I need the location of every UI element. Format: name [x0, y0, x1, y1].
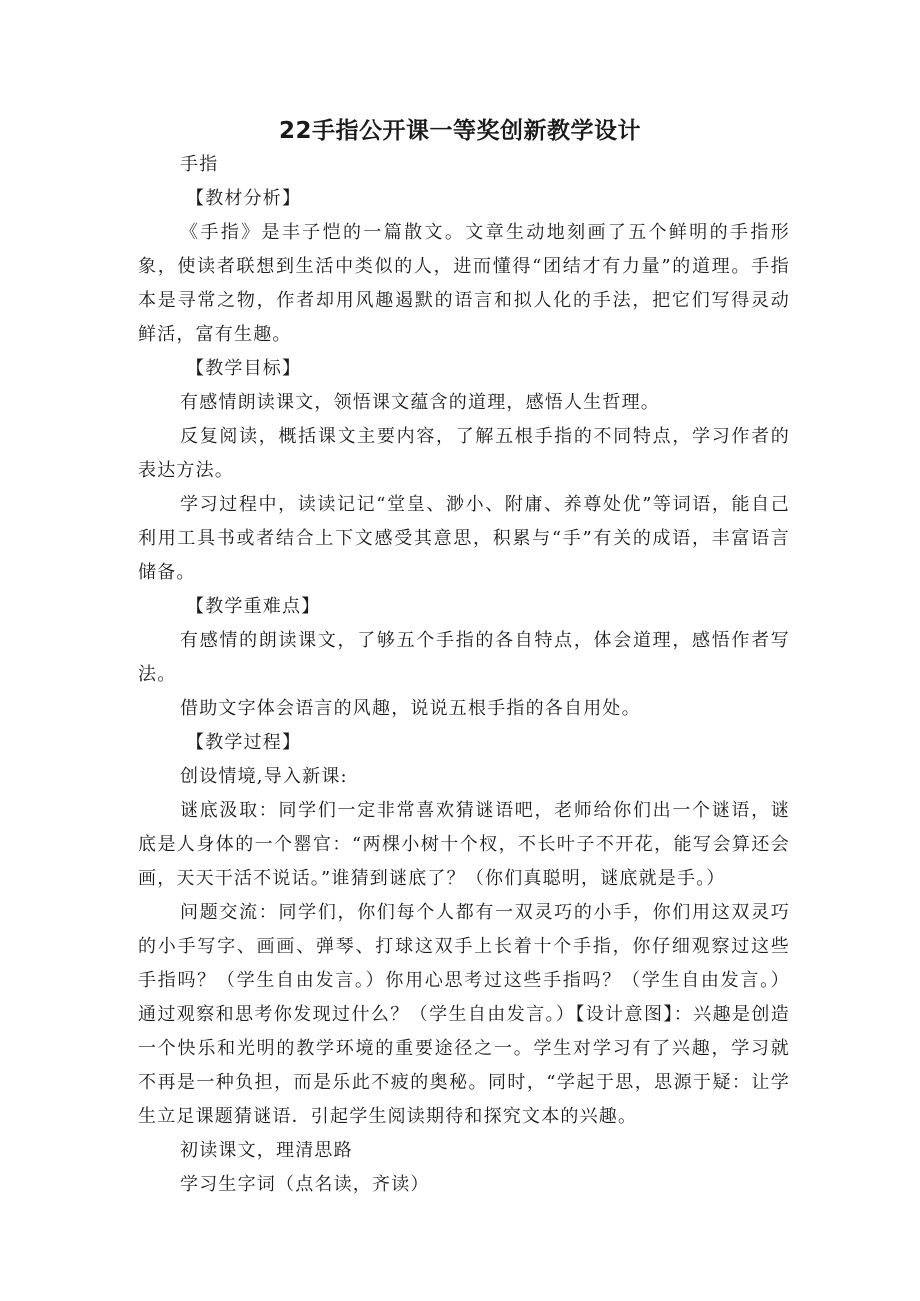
discussion-paragraph: 问题交流：同学们，你们每个人都有一双灵巧的小手，你们用这双灵巧的小手写字、画画、弹琴、打球这双手上长着十个手指，你仔细观察过这些手指吗？（学生自由发言。）你用心思考过这些手指吗？（学生自由发言。）通过观察和思考你发现过什么？（学生自由发言。）【设计意图】：兴趣是创造一个快乐和光明的教学环境的重要途径之一。学生对学习有了兴趣，学习就不再是一种负担，而是乐此不疲的奥秘。同时，“学起于思，思源于疑：让学生立足课题猜谜语．引起学生阅读期待和探究文本的兴趣。: [138, 902, 790, 1127]
section-heading-process: 【教学过程】: [186, 732, 302, 753]
material-analysis-paragraph: 《手指》是丰子恺的一篇散文。文章生动地刻画了五个鲜明的手指形象，使读者联想到生活中类似的人，进而懂得“团结才有力量”的道理。手指本是寻常之物，作者却用风趣遏默的语言和拟人化的手法，把它们写得灵动鲜活，富有生趣。: [138, 222, 790, 345]
section-heading-goals: 【教学目标】: [186, 358, 302, 379]
process-step: 初读课文，理清思路: [180, 1140, 353, 1161]
process-step: 学习生字词（点名读，齐读）: [180, 1174, 430, 1195]
goal-item: 学习过程中，读读记记“堂皇、渺小、附庸、养尊处优”等词语，能自己利用工具书或者结合上下文感受其意思，积累与“手”有关的成语，丰富语言储备。: [138, 494, 790, 583]
lesson-name: 手指: [180, 154, 219, 175]
process-step: 创设情境,导入新课:: [180, 766, 348, 787]
riddle-paragraph: 谜底汲取：同学们一定非常喜欢猜谜语吧，老师给你们出一个谜语，谜底是人身体的一个罂官：“两棵小树十个杈，不长叶子不开花，能写会算还会画，天天干活不说话。”谁猜到谜底了？（你们真聪明，谜底就是手。）: [138, 800, 790, 889]
section-heading-material: 【教材分析】: [186, 188, 302, 209]
document-title: 22手指公开课一等奖创新教学设计: [278, 118, 641, 144]
document-body: [138, 148, 790, 1202]
key-point-item: 有感情的朗读课文，了够五个手指的各自特点，体会道理，感悟作者写法。: [138, 630, 790, 685]
goal-item: 有感情朗读课文，领悟课文蕴含的道理，感悟人生哲理。: [180, 392, 660, 413]
key-point-item: 借助文字体会语言的风趣，说说五根手指的各自用处。: [180, 698, 641, 719]
goal-item: 反复阅读，概括课文主要内容，了解五根手指的不同特点，学习作者的表达方法。: [138, 426, 790, 481]
section-heading-key-points: 【教学重难点】: [186, 596, 321, 617]
